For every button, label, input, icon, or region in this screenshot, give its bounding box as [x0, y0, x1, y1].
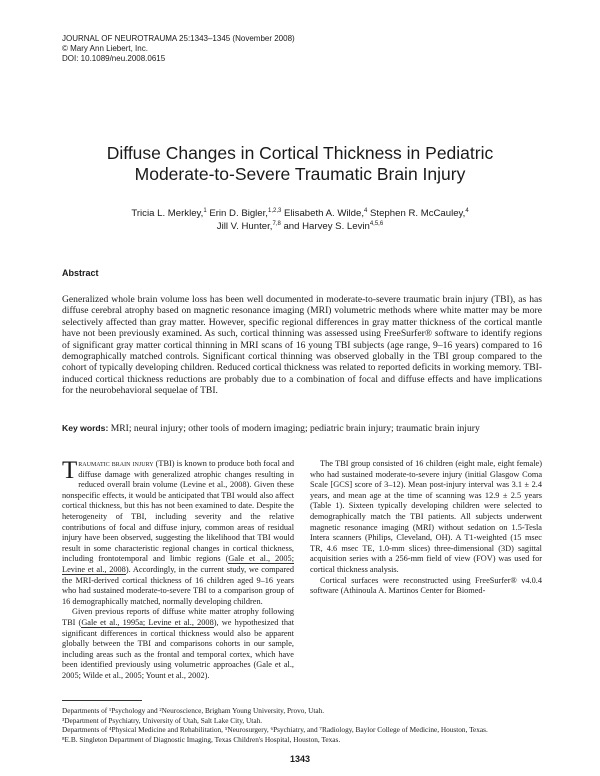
author-affiliation: 1 — [203, 207, 207, 214]
body-paragraph — [62, 459, 294, 607]
author-affiliation: 4 — [465, 207, 469, 214]
lead-in: raumatic brain injury — [78, 459, 154, 468]
body-column-right — [310, 459, 542, 597]
drop-cap: T — [62, 457, 78, 484]
title-line-1: Diffuse Changes in Cortical Thickness in Pediatric — [106, 143, 494, 163]
keywords-label: Key words: — [62, 423, 109, 433]
keywords — [62, 423, 542, 434]
body-column-left — [62, 459, 294, 681]
journal-header — [62, 34, 295, 64]
author-name: and Harvey S. Levin — [283, 220, 370, 232]
author-affiliation: 1,2,3 — [267, 207, 282, 214]
body-paragraph: Cortical surfaces were reconstructed using FreeSurfer® v4.0.4 software (Athinoula A. Martinos Center for Biomed- — [310, 575, 542, 596]
footnotes — [62, 706, 542, 744]
footnote: ³Department of Psychiatry, University of Utah, Salt Lake City, Utah. — [62, 715, 263, 725]
paragraph-text: (TBI) is known to produce both focal and diffuse damage with generalized atrophic changes resulting in reduced overall brain volume (Levine et al., 2008). Given these nonspecific effects, it would be anticipated that TBI would also affect cortical thickness, but this has not been examined to date. Despite the heterogeneity of TBI, including severity and the relative contributions of focal and diffuse injury, common areas of residual injury have been observed, suggesting the likelihood that TBI would result in some characteristic regional changes in cortical thickness, including frontotemporal and limbic regions ( — [62, 459, 294, 564]
author-list — [40, 208, 560, 233]
title-line-2: Moderate-to-Severe Traumatic Brain Injury — [134, 164, 466, 184]
author-affiliation: 4,5,6 — [369, 220, 384, 227]
paragraph-text: Given previous reports of diffuse white matter atrophy following TBI ( — [62, 607, 294, 627]
footnote: Departments of ⁴Physical Medicine and Rehabilitation, ⁵Neurosurgery, ⁶Psychiatry, and ⁷Radiology, Baylor College of Medicine, Houston, Texas. — [62, 725, 488, 734]
author-name: Jill V. Hunter, — [216, 220, 273, 232]
page-number: 1343 — [289, 754, 311, 764]
body-paragraph: The TBI group consisted of 16 children (eight male, eight female) who had sustained moderate-to-severe injury (initial Glasgow Coma Scale [GCS] score of 3–12). Mean post-injury interval was 3.1 ± 2.4 years, and mean age at the time of scanning was 12.9 ± 2.5 years (Table 1). Sixteen typically developing children were selected to demographically match the TBI patients. All subjects underwent magnetic resonance imaging (MRI) without sedation on 1.5-Tesla Intera scanners (Philips, Cleveland, OH). A T1-weighted (15 msec TR, 4.6 msec TE, 1.0-mm slices) three-dimensional (3D) sagittal acquisition series with a 256-mm field of view (FOV) was used for cortical thickness analysis. — [310, 459, 542, 574]
abstract-text: Generalized whole brain volume loss has been well documented in moderate-to-severe traumatic brain injury (TBI), as has diffuse cerebral atrophy based on magnetic resonance imaging (MRI) volumetric methods where white matter may be more selectively affected than gray matter. However, specific regional differences in gray matter thickness of the cortical mantle have not been previously examined. As such, cortical thinning was assessed using FreeSurfer® software to identify regions of significant gray matter cortical thinning in MRI scans of 16 young TBI subjects (age range, 9–16 years) compared to 16 demographically matched controls. Significant cortical thinning was observed globally in the TBI group compared to the cohort of typically developing children. Reduced cortical thickness was related to reported deficits in working memory. TBI-induced cortical thickness reductions are probably due to a combination of focal and diffuse effects and have implications for the neurobehavioral sequelae of TBI. — [62, 294, 542, 397]
paragraph-text: ). Accordingly, in the current study, we compared the MRI-derived cortical thickness of 16 children aged 9–16 years who had sustained moderate-to-severe TBI to a comparison group of 16 demographically matched, normally developing children. — [62, 564, 295, 606]
author-name: Tricia L. Merkley, — [131, 208, 204, 219]
journal-citation: JOURNAL OF NEUROTRAUMA 25:1343–1345 (November 2008) — [62, 34, 295, 43]
author-affiliation: 4 — [364, 207, 368, 214]
citation-link[interactable]: Gale et al., 1995a; Levine et al., 2008 — [81, 617, 214, 627]
footnote-divider — [62, 700, 142, 701]
footnote: ⁸E.B. Singleton Department of Diagnostic Imaging, Texas Children's Hospital, Houston, Texas. — [62, 734, 341, 744]
author-name: Stephen R. McCauley, — [370, 208, 466, 219]
doi-line: DOI: 10.1089/neu.2008.0615 — [62, 54, 166, 63]
citation-link[interactable]: Gale et al., 2005; Levine et al., 2008 — [62, 554, 294, 574]
keywords-text: MRI; neural injury; other tools of modern imaging; pediatric brain injury; traumatic brain injury — [110, 423, 480, 434]
footnote: Departments of ¹Psychology and ²Neuroscience, Brigham Young University, Provo, Utah. — [62, 706, 325, 715]
author-name: Erin D. Bigler, — [209, 208, 268, 219]
author-affiliation: 7,8 — [272, 220, 281, 227]
paragraph-text: ), we hypothesized that significant differences in cortical thickness would also be apparent globally between the TBI and comparisons cohorts in our sample, including areas such as the frontal and temporal cortex, which have been identified previously using volumetric approaches (Gale et al., 2005; Wilde et al., 2005; Yount et al., 2002). — [62, 617, 294, 680]
body-paragraph — [62, 607, 294, 681]
copyright-line: © Mary Ann Liebert, Inc. — [62, 44, 148, 53]
abstract-heading: Abstract — [62, 268, 99, 278]
author-name: Elisabeth A. Wilde, — [284, 208, 365, 219]
article-title — [40, 143, 560, 185]
